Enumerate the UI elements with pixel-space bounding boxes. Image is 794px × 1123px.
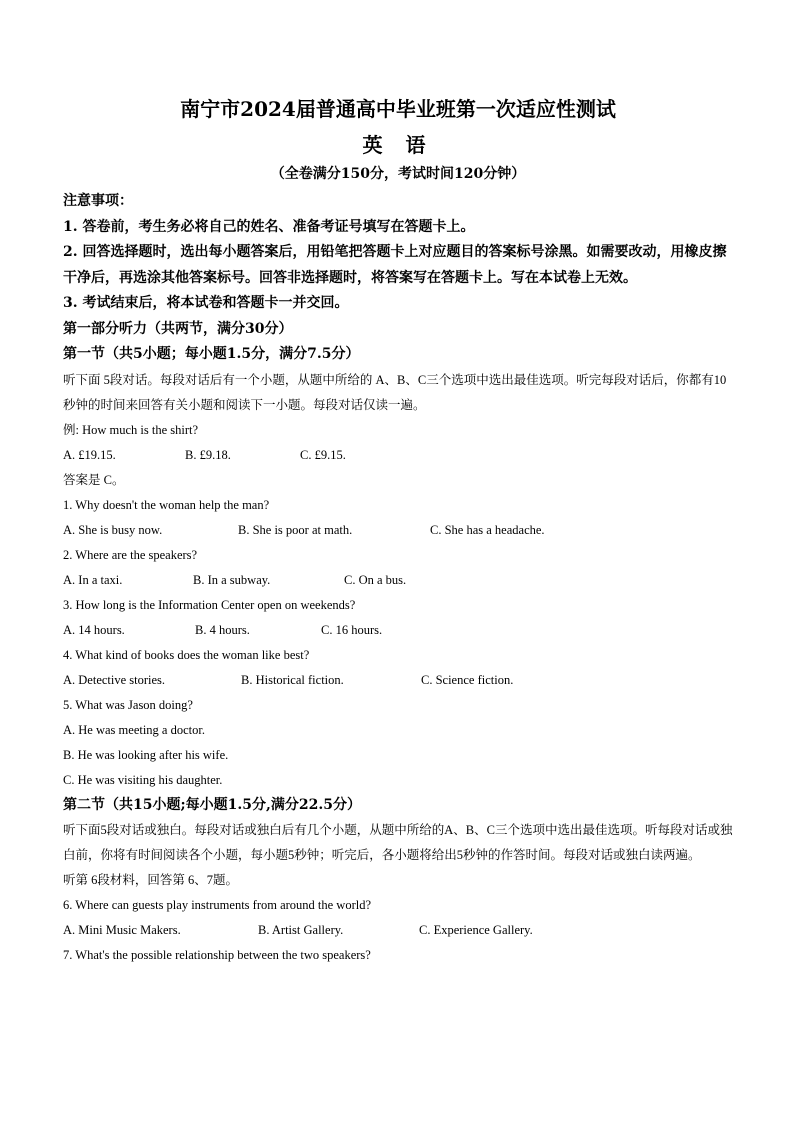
- option-c: C. On a bus.: [344, 572, 407, 587]
- question-6: 6. Where can guests play instruments from around the world?: [63, 898, 372, 912]
- option-a: A. He was meeting a doctor.: [63, 722, 205, 737]
- question-4-options: [63, 668, 733, 693]
- question-1: 1. Why doesn't the woman help the man?: [63, 497, 270, 512]
- option-a: A. Detective stories.: [63, 672, 166, 687]
- option-c: C. 16 hours.: [321, 622, 383, 637]
- option-b: B. 4 hours.: [195, 622, 250, 637]
- section1-instructions: 听下面 5段对话。每段对话后有一个小题，从题中所给的 A、B、C三个选项中选出最佳选项。听完每段对话后，你都有10秒钟的时间来回答有关小题和阅读下一小题。每段对话仅读一遍。: [63, 372, 727, 412]
- exam-title: 南宁市2024届普通高中毕业班第一次适应性测试: [180, 97, 616, 121]
- notes-heading: 注意事项：: [63, 193, 133, 209]
- option-c: C. £9.15.: [300, 447, 346, 462]
- score-note: （全卷满分150分，考试时间120分钟）: [270, 166, 526, 182]
- question-6-options: [63, 918, 733, 943]
- option-b: B. Historical fiction.: [241, 672, 344, 687]
- question-3-options: [63, 618, 733, 643]
- question-2: 2. Where are the speakers?: [63, 547, 198, 562]
- question-4: 4. What kind of books does the woman like best?: [63, 647, 310, 662]
- option-a: A. In a taxi.: [63, 572, 123, 587]
- option-b: B. In a subway.: [193, 572, 271, 587]
- option-b: B. He was looking after his wife.: [63, 747, 229, 762]
- note-item-1: 1. 答卷前，考生务必将自己的姓名、准备考证号填写在答题卡上。: [63, 218, 475, 235]
- option-b: B. £9.18.: [185, 447, 231, 462]
- option-c: C. Science fiction.: [421, 672, 514, 687]
- option-c: C. She has a headache.: [430, 522, 545, 537]
- option-a: A. £19.15.: [63, 447, 116, 462]
- option-c: C. Experience Gallery.: [419, 923, 533, 937]
- material-note: 听第 6段材料，回答第 6、7题。: [63, 873, 239, 887]
- question-3: 3. How long is the Information Center open on weekends?: [63, 597, 356, 612]
- note-item-3: 3. 考试结束后，将本试卷和答题卡一并交回。: [63, 295, 349, 311]
- question-5: 5. What was Jason doing?: [63, 697, 193, 712]
- option-c: C. He was visiting his daughter.: [63, 772, 223, 787]
- example-options: [63, 443, 733, 468]
- option-a: A. She is busy now.: [63, 522, 163, 537]
- section2-heading: 第二节（共15小题;每小题1.5分,满分22.5分）: [63, 796, 361, 813]
- question-7: 7. What's the possible relationship between the two speakers?: [63, 948, 371, 962]
- example-question: 例: How much is the shirt?: [63, 422, 199, 437]
- subject-title: 英 语: [362, 133, 434, 157]
- option-b: B. Artist Gallery.: [258, 923, 344, 937]
- example-answer: 答案是 C。: [63, 472, 125, 487]
- option-b: B. She is poor at math.: [238, 522, 353, 537]
- question-1-options: [63, 518, 733, 543]
- section2-instructions: 听下面5段对话或独白。每段对话或独白后有几个小题，从题中所给的A、B、C三个选项中选出最佳选项。听每段对话或独白前，你将有时间阅读各个小题，每小题5秒钟；听完后，各小题将给出5秒钟的作答时间。每段对话或独白读两遍。: [63, 823, 733, 862]
- option-a: A. Mini Music Makers.: [63, 923, 181, 937]
- exam-page: [63, 95, 733, 968]
- section1-heading: 第一节（共5小题；每小题1.5分，满分7.5分）: [63, 346, 360, 362]
- note-item-2: 2. 回答选择题时，选出每小题答案后，用铅笔把答题卡上对应题目的答案标号涂黑。如需要改动，用橡皮擦干净后，再选涂其他答案标号。回答非选择题时，将答案写在答题卡上。写在本试卷上无效。: [63, 244, 727, 286]
- part1-heading: 第一部分听力（共两节，满分30分）: [63, 320, 293, 337]
- option-a: A. 14 hours.: [63, 622, 125, 637]
- question-2-options: [63, 568, 733, 593]
